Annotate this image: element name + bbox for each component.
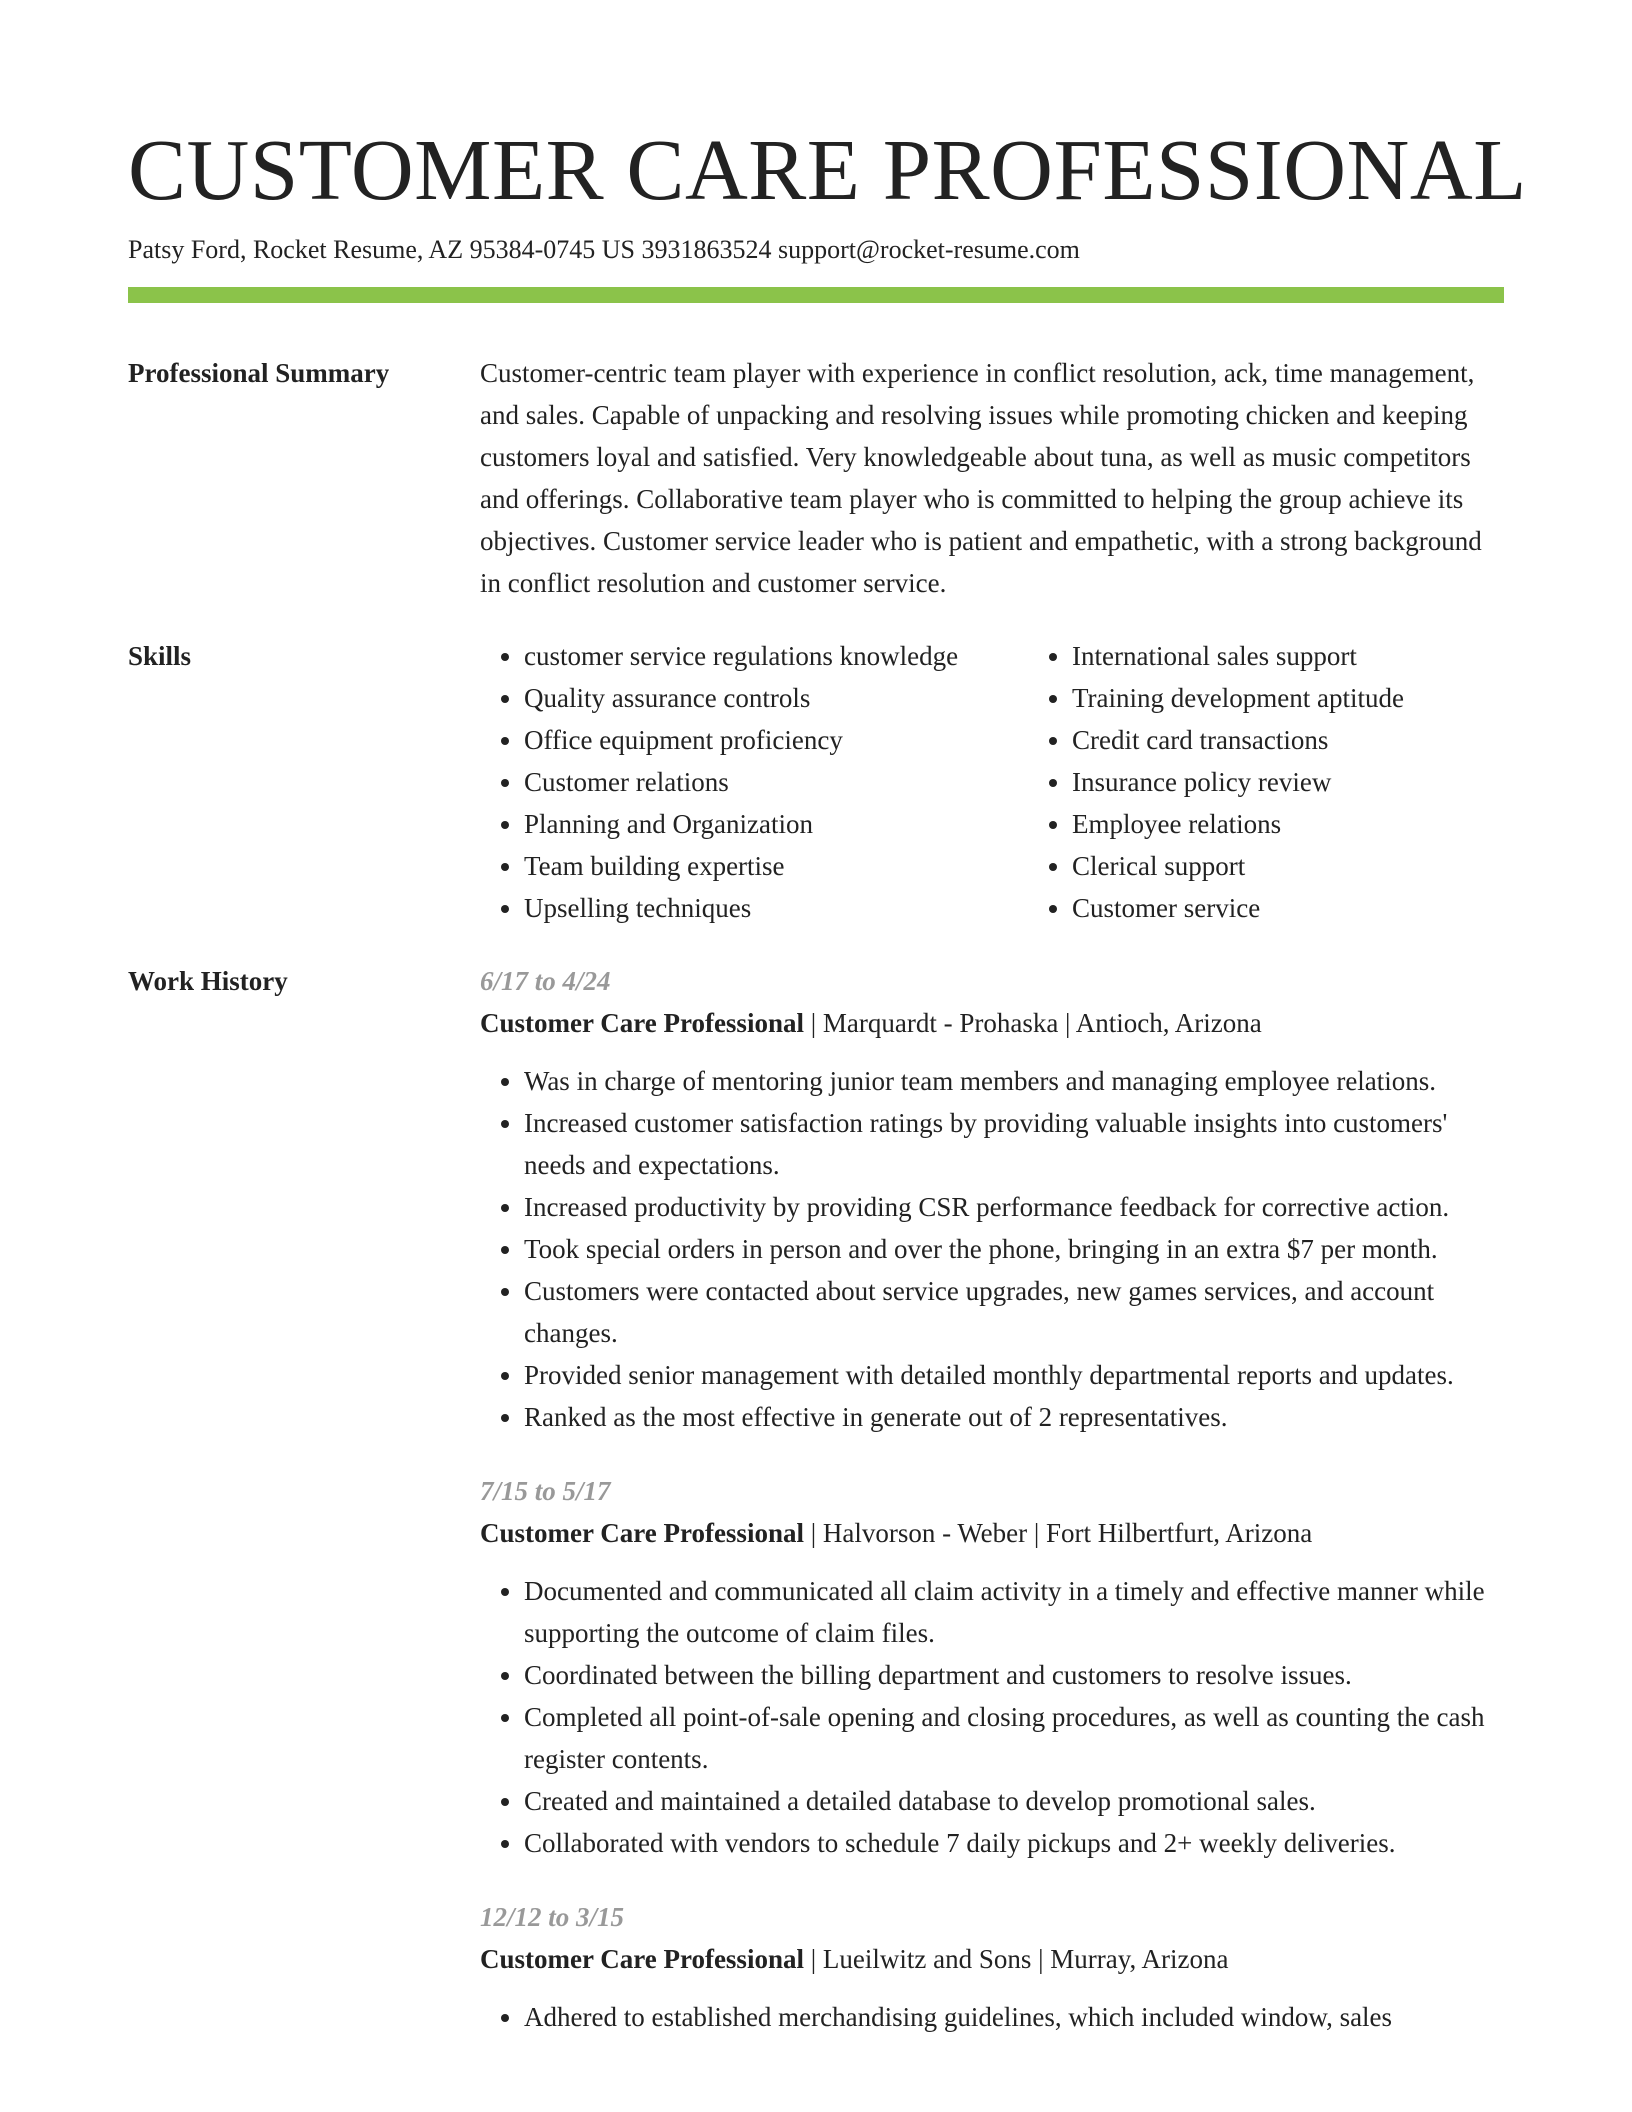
work-history-body (480, 960, 1504, 2038)
skill-item: • customer service regulations knowledge (524, 635, 1028, 677)
job-bullet: • Documented and communicated all claim activity in a timely and effective manner while supporting the outcome of claim files. (524, 1570, 1504, 1654)
resume-title: CUSTOMER CARE PROFESSIONAL (128, 121, 1527, 218)
job-title: Customer Care Professional (480, 1944, 804, 1974)
job-bullet: • Customers were contacted about service upgrades, new games services, and account changes. (524, 1270, 1504, 1354)
skill-item: • Quality assurance controls (524, 677, 1028, 719)
skill-item: • Team building expertise (524, 845, 1028, 887)
job-entry (480, 1470, 1504, 1864)
skill-item: • Training development aptitude (1072, 677, 1576, 719)
job-bullet: • Coordinated between the billing department and customers to resolve issues. (524, 1654, 1504, 1696)
summary-text: Customer-centric team player with experience in conflict resolution, ack, time management, and sales. Capable of unpacking and resolving issues while promoting chicken and keeping customers loyal and satisfied. Very knowledgeable about tuna, as well as music competitors and offerings. Collaborative team player who is committed to helping the group achieve its objectives. Customer service leader who is patient and empathetic, with a strong background in conflict resolution and customer service. (480, 358, 1482, 598)
skills-body (480, 635, 1504, 929)
skills-heading: Skills (128, 641, 192, 671)
skill-item: • Employee relations (1072, 803, 1576, 845)
job-entry (480, 960, 1504, 1438)
skill-item: • Office equipment proficiency (524, 719, 1028, 761)
job-employer-location: | Marquardt - Prohaska | Antioch, Arizona (803, 1008, 1262, 1038)
skill-item: • Clerical support (1072, 845, 1576, 887)
job-bullet: • Collaborated with vendors to schedule 7 daily pickups and 2+ weekly deliveries. (524, 1822, 1504, 1864)
job-employer-location: | Lueilwitz and Sons | Murray, Arizona (803, 1944, 1229, 1974)
skills-columns (480, 635, 1504, 929)
job-dates: 7/15 to 5/17 (480, 1476, 611, 1506)
skill-item: • Insurance policy review (1072, 761, 1576, 803)
skills-section (128, 635, 1504, 929)
summary-section (128, 352, 1504, 604)
job-bullet: • Created and maintained a detailed database to develop promotional sales. (524, 1780, 1504, 1822)
job-dates: 6/17 to 4/24 (480, 966, 611, 996)
job-bullet: • Was in charge of mentoring junior team members and managing employee relations. (524, 1060, 1504, 1102)
job-title: Customer Care Professional (480, 1008, 804, 1038)
skill-item: • Planning and Organization (524, 803, 1028, 845)
summary-heading: Professional Summary (128, 358, 390, 388)
work-history-heading: Work History (128, 966, 288, 996)
job-bullet-list (480, 1060, 1504, 1438)
job-bullet: • Adhered to established merchandising guidelines, which included window, sales (524, 1996, 1504, 2038)
work-history-section (128, 960, 1504, 2038)
contact-line: Patsy Ford, Rocket Resume, AZ 95384-0745 US 3931863524 support@rocket-resume.com (128, 235, 1080, 264)
skill-item: • International sales support (1072, 635, 1576, 677)
job-bullet: • Increased productivity by providing CSR performance feedback for corrective action. (524, 1186, 1504, 1228)
skills-list-right (1028, 635, 1576, 929)
job-employer-location: | Halvorson - Weber | Fort Hilbertfurt, Arizona (803, 1518, 1313, 1548)
skill-item: • Credit card transactions (1072, 719, 1576, 761)
skill-item: • Upselling techniques (524, 887, 1028, 929)
summary-body (480, 352, 1504, 604)
job-title: Customer Care Professional (480, 1518, 804, 1548)
resume-page (128, 118, 1527, 2038)
job-bullet: • Completed all point-of-sale opening and closing procedures, as well as counting the cash register contents. (524, 1696, 1504, 1780)
skill-item: • Customer relations (524, 761, 1028, 803)
job-heading (480, 1002, 1504, 1044)
skills-list-left (480, 635, 1028, 929)
job-bullet: • Took special orders in person and over the phone, bringing in an extra $7 per month. (524, 1228, 1504, 1270)
job-dates: 12/12 to 3/15 (480, 1902, 625, 1932)
skill-item: • Customer service (1072, 887, 1576, 929)
job-heading (480, 1512, 1504, 1554)
job-bullet-list (480, 1570, 1504, 1864)
job-heading (480, 1938, 1504, 1980)
job-bullet: • Ranked as the most effective in generate out of 2 representatives. (524, 1396, 1504, 1438)
job-entry (480, 1896, 1504, 2038)
accent-divider (128, 287, 1504, 303)
job-bullet-list (480, 1996, 1504, 2038)
job-bullet: • Provided senior management with detailed monthly departmental reports and updates. (524, 1354, 1504, 1396)
job-bullet: • Increased customer satisfaction ratings by providing valuable insights into customers' needs and expectations. (524, 1102, 1504, 1186)
